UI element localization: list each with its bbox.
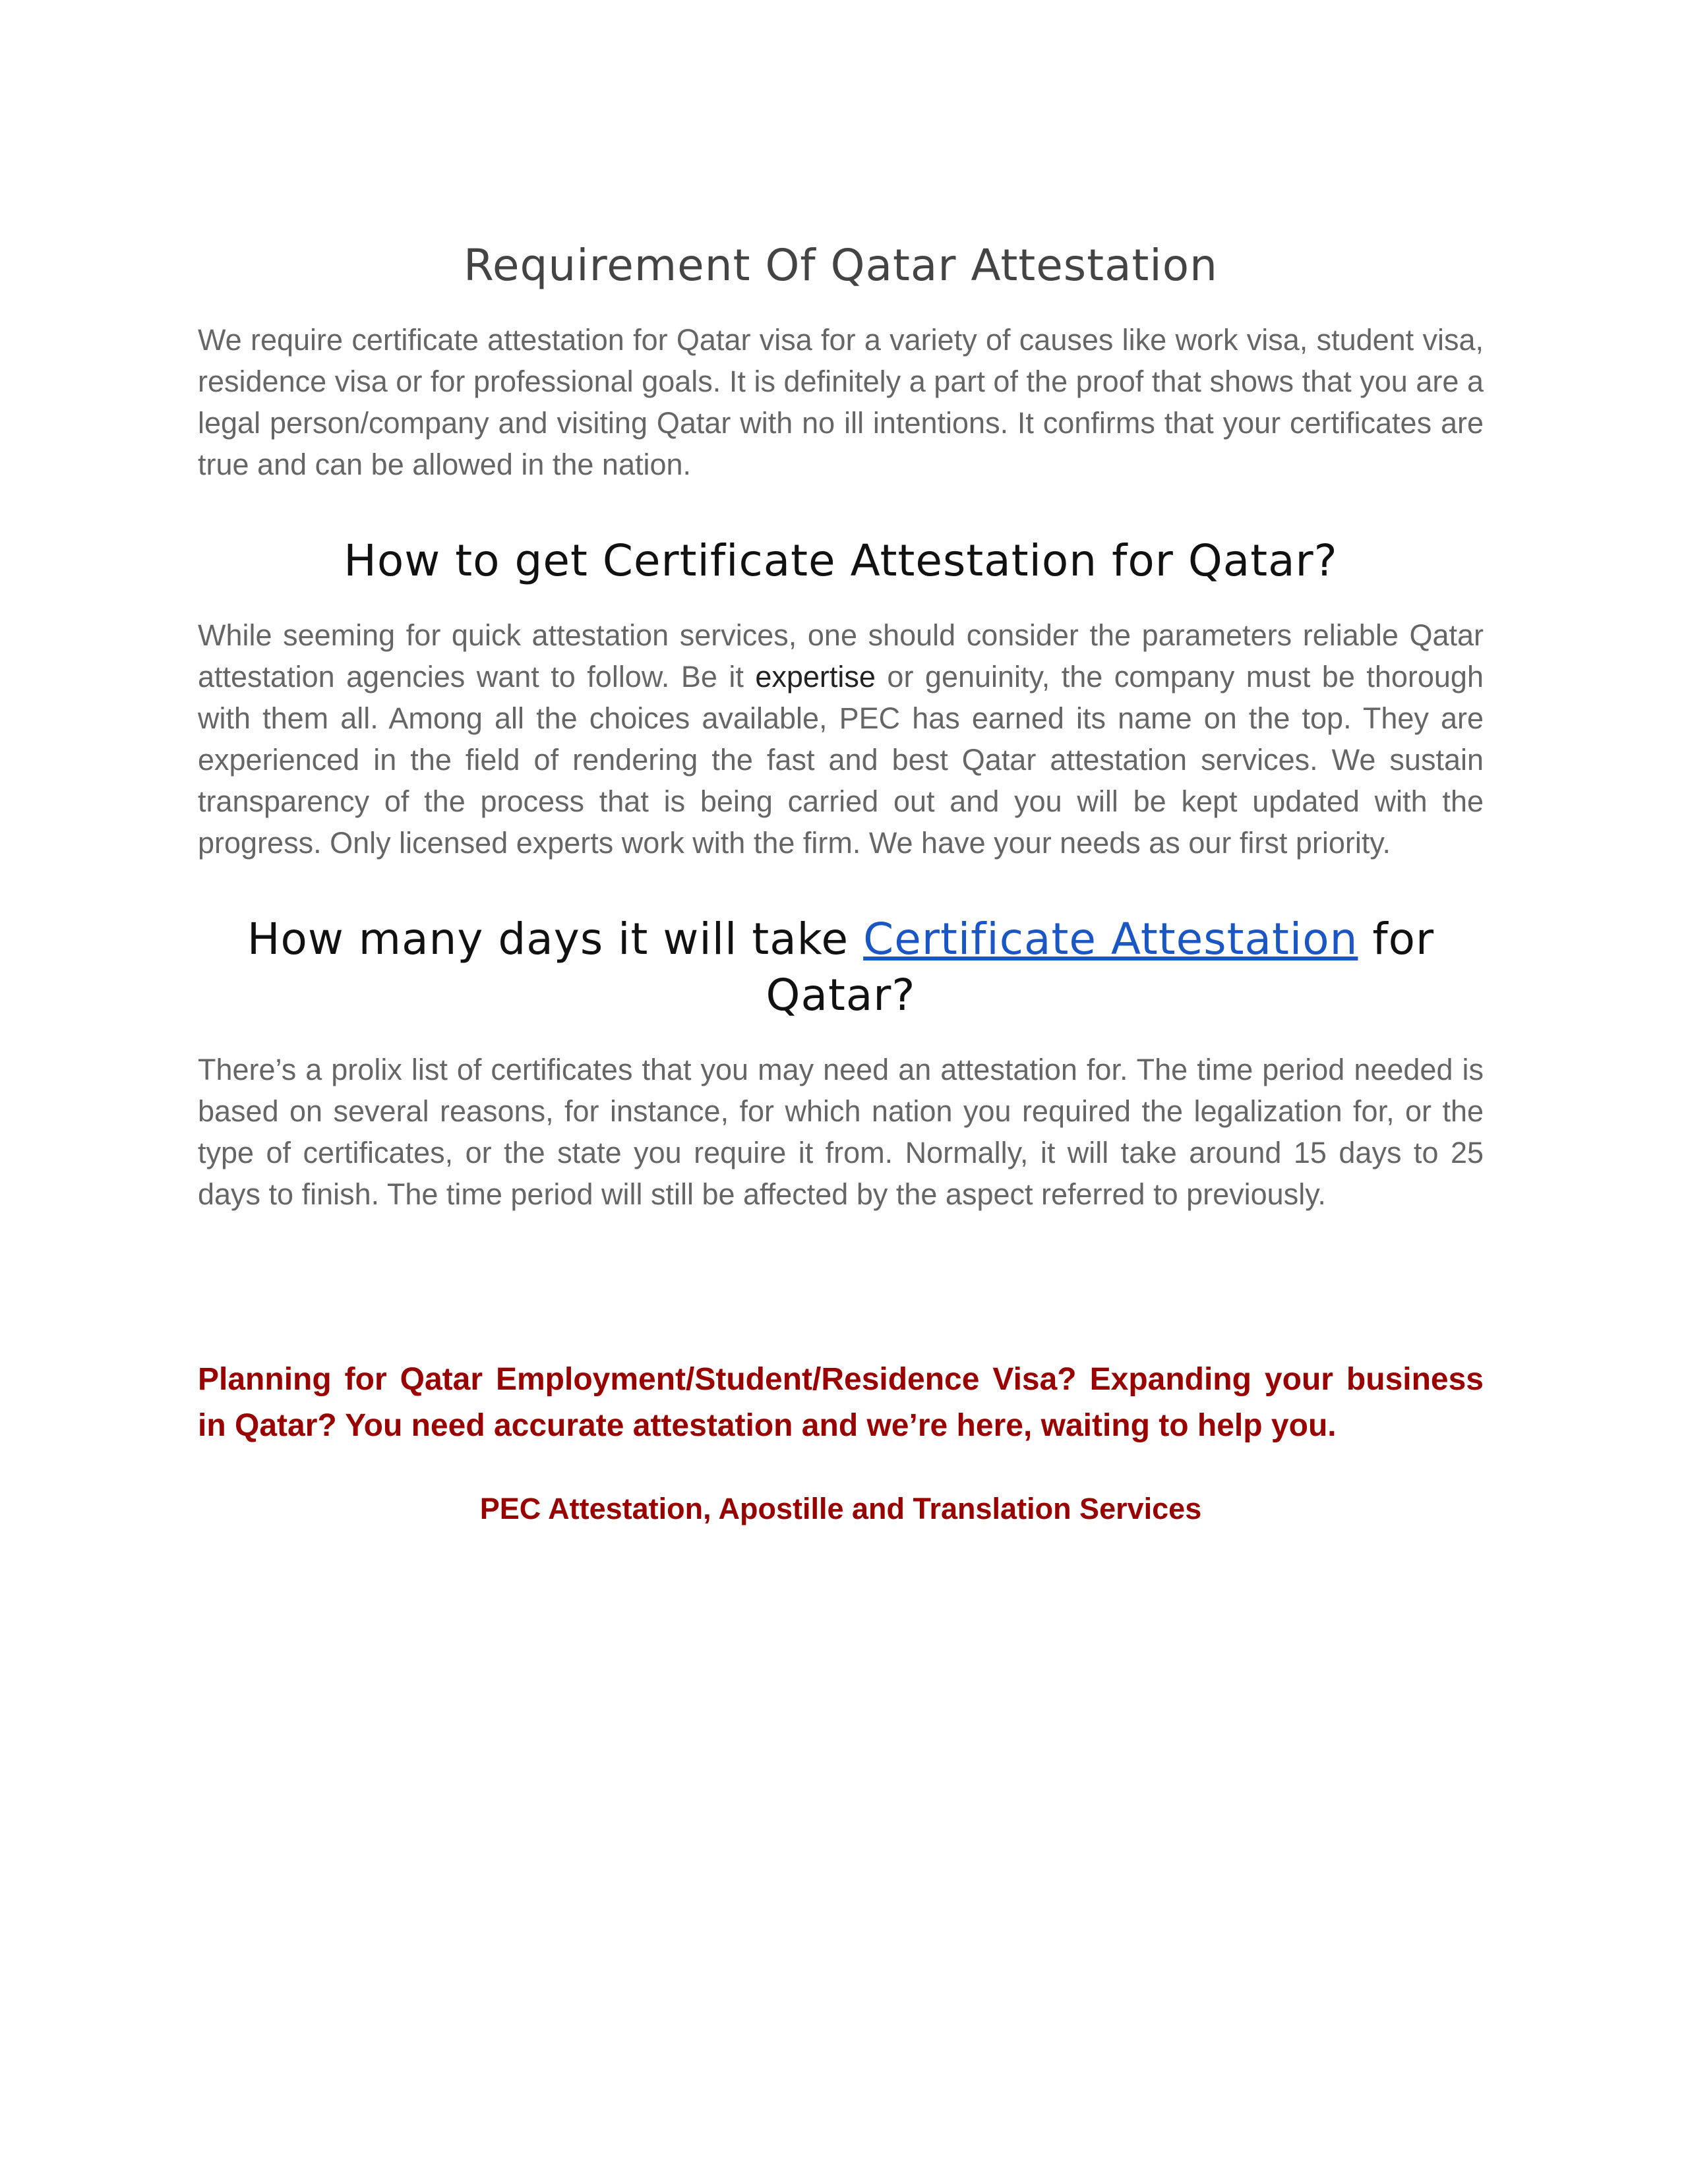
- certificate-attestation-link[interactable]: Certificate Attestation: [863, 913, 1358, 964]
- section1-title: Requirement Of Qatar Attestation: [464, 240, 1218, 291]
- section2-title: How to get Certificate Attestation for Qatar?: [344, 535, 1338, 586]
- document-page: [198, 237, 1484, 1526]
- company-name: PEC Attestation, Apostille and Translation Services: [479, 1492, 1202, 1526]
- section2-paragraph-highlight: expertise: [755, 659, 876, 694]
- section3-title-part2: for Qatar?: [766, 913, 1435, 1021]
- section3-title-part1: How many days it will take: [247, 913, 864, 964]
- section2-paragraph-part1: While seeming for quick attestation services, one should consider the parameters reliable Qatar attestation agencies want to follow. Be it: [198, 618, 1484, 694]
- section2-paragraph: [198, 614, 1484, 864]
- cta-text: Planning for Qatar Employment/Student/Residence Visa? Expanding your business in Qatar? You need accurate attestation and we’re here, waiting to help you.: [198, 1362, 1484, 1444]
- section3-title: [198, 911, 1484, 1024]
- section3-paragraph: There’s a prolix list of certificates that you may need an attestation for. The time period needed is based on several reasons, for instance, for which nation you required the legalization for, or the type of certificates, or the state you require it from. Normally, it will take around 15 days to 25 days to finish. The time period will still be affected by the aspect referred to previously.: [198, 1053, 1484, 1212]
- section1-paragraph: We require certificate attestation for Qatar visa for a variety of causes like work visa, student visa, residence visa or for professional goals. It is definitely a part of the proof that shows that you are a legal person/company and visiting Qatar with no ill intentions. It confirms that your certificates are true and can be allowed in the nation.: [198, 322, 1484, 481]
- section2-paragraph-part2: or genuinity, the company must be thorough with them all. Among all the choices available, PEC has earned its name on the top. They are experienced in the field of rendering the fast and best Qatar attestation services. We sustain transparency of the process that is being carried out and you will be kept updated with the progress. Only licensed experts work with the firm. We have your needs as our first priority.: [198, 659, 1484, 860]
